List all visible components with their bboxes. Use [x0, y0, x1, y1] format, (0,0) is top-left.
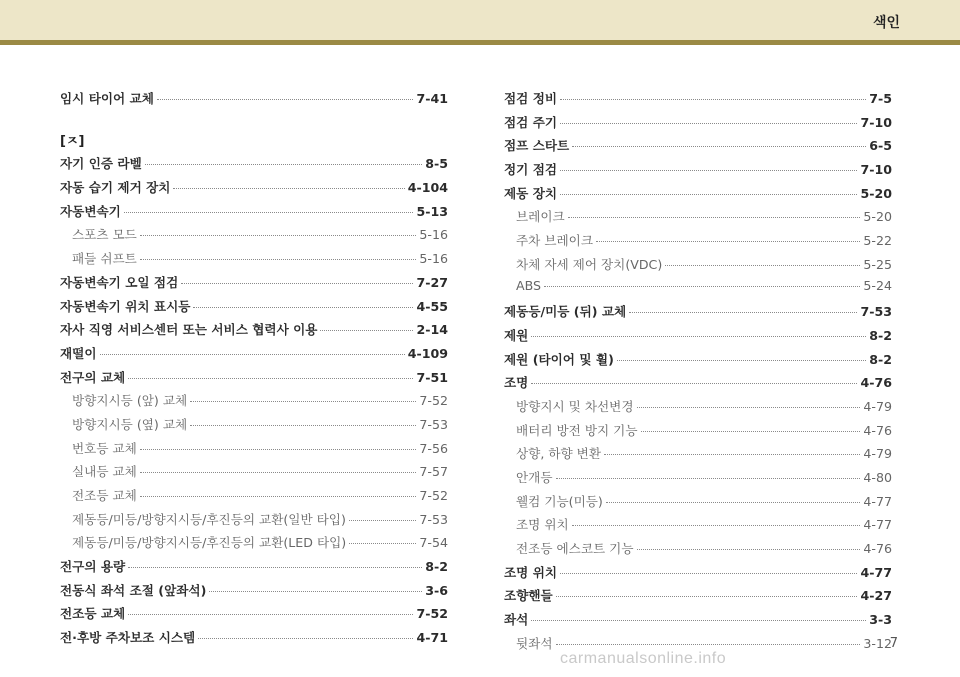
leader-dots	[100, 354, 405, 355]
entry-page: 4-79	[863, 398, 892, 414]
entry-page: 5-22	[863, 233, 892, 249]
leader-dots	[140, 235, 417, 236]
entry-text: 자동 습기 제거 장치	[60, 180, 171, 196]
leader-dots	[193, 307, 413, 308]
leader-dots	[349, 543, 416, 544]
group-heading: [ㅈ]	[60, 133, 85, 149]
page-header-band	[0, 0, 960, 40]
index-subentry	[504, 206, 892, 230]
entry-text: 전조등 교체	[60, 606, 126, 622]
entry-page: 7-52	[419, 393, 448, 409]
entry-page: 4-77	[863, 493, 892, 509]
entry-text: 안개등	[516, 470, 553, 485]
leader-dots	[128, 378, 413, 379]
index-subentry	[60, 390, 448, 414]
index-subentry	[504, 538, 892, 562]
leader-dots	[140, 496, 417, 497]
entry-page: 5-24	[863, 277, 892, 293]
index-entry	[504, 349, 892, 373]
entry-page: 4-79	[863, 446, 892, 462]
leader-dots	[572, 146, 866, 147]
entry-page: 8-2	[869, 351, 892, 367]
index-entry	[60, 556, 448, 580]
index-entry	[60, 201, 448, 225]
index-subentry	[504, 514, 892, 538]
index-subentry	[60, 485, 448, 509]
index-entry	[504, 112, 892, 136]
index-entry	[60, 177, 448, 201]
entry-page: 4-80	[863, 470, 892, 485]
leader-dots	[629, 312, 857, 313]
index-entry	[504, 159, 892, 183]
leader-dots	[604, 454, 860, 455]
index-entry	[60, 627, 448, 651]
entry-text: 제원 (타이어 및 휠)	[504, 351, 614, 367]
index-entry	[60, 88, 448, 112]
index-subentry	[60, 438, 448, 462]
entry-page: 7-57	[419, 464, 448, 480]
entry-text: 웰컴 기능(미등)	[516, 493, 603, 509]
entry-text: 정기 점검	[504, 162, 558, 178]
leader-dots	[560, 170, 857, 171]
index-entry	[60, 272, 448, 296]
entry-page: 2-14	[416, 322, 448, 338]
entry-text: 방향지시등 (앞) 교체	[72, 393, 188, 409]
index-subentry	[60, 248, 448, 272]
index-entry	[504, 88, 892, 112]
index-entry	[60, 580, 448, 604]
leader-dots	[209, 591, 422, 592]
entry-page: 3-12	[863, 635, 892, 651]
entry-text: 점프 스타트	[504, 138, 570, 154]
entry-page: 7-53	[860, 304, 892, 320]
leader-dots	[531, 620, 866, 621]
entry-text: 제동등/미등/방향지시등/후진등의 교환(일반 타입)	[72, 511, 346, 527]
entry-text: 조명	[504, 375, 529, 391]
index-subentry	[504, 420, 892, 444]
leader-dots	[198, 638, 413, 639]
entry-page: 4-77	[863, 517, 892, 533]
index-entry	[504, 609, 892, 633]
index-entry	[504, 585, 892, 609]
entry-page: 8-2	[425, 559, 448, 575]
entry-text: 번호등 교체	[72, 440, 137, 456]
entry-text: ABS	[516, 277, 542, 293]
leader-dots	[349, 520, 417, 521]
leader-dots	[140, 259, 417, 260]
leader-dots	[544, 286, 860, 287]
entry-text: 패들 쉬프트	[72, 251, 137, 267]
leader-dots	[560, 573, 857, 574]
watermark: carmanualsonline.info	[560, 650, 727, 667]
entry-page: 5-13	[416, 203, 448, 219]
index-entry	[504, 372, 892, 396]
leader-dots	[124, 212, 414, 213]
index-entry	[60, 319, 448, 343]
index-subentry	[504, 467, 892, 491]
leader-dots	[596, 241, 860, 242]
index-entry	[504, 325, 892, 349]
leader-dots	[128, 614, 413, 615]
leader-dots	[556, 596, 858, 597]
entry-text: 재떨이	[60, 345, 97, 361]
index-entry	[504, 135, 892, 159]
entry-text: 전동식 좌석 조절 (앞좌석)	[60, 582, 207, 598]
entry-text: 제동등/미등/방향지시등/후진등의 교환(LED 타입)	[72, 535, 347, 551]
entry-page: 4-71	[416, 630, 448, 646]
entry-page: 6-5	[869, 138, 892, 154]
leader-dots	[157, 99, 414, 100]
leader-dots	[560, 99, 866, 100]
leader-dots	[560, 194, 857, 195]
entry-text: 실내등 교체	[72, 464, 137, 480]
entry-page: 4-109	[407, 345, 448, 361]
index-subentry	[60, 532, 448, 556]
entry-page: 7-56	[419, 440, 448, 456]
entry-text: 자기 인증 라벨	[60, 156, 142, 172]
entry-page: 5-16	[419, 251, 448, 267]
entry-page: 7-10	[860, 114, 892, 130]
index-column-right	[504, 88, 892, 657]
entry-page: 7-53	[419, 416, 448, 432]
index-subentry	[504, 396, 892, 420]
entry-text: 좌석	[504, 612, 529, 628]
leader-dots	[320, 330, 413, 331]
entry-page: 5-16	[419, 227, 448, 243]
leader-dots	[572, 525, 861, 526]
entry-page: 4-76	[863, 422, 892, 438]
index-subentry	[60, 414, 448, 438]
index-subentry	[504, 230, 892, 254]
index-entry	[504, 562, 892, 586]
entry-page: 5-25	[863, 256, 892, 272]
entry-text: 조향핸들	[504, 588, 553, 604]
entry-page: 4-76	[860, 375, 892, 391]
leader-dots	[568, 217, 861, 218]
leader-dots	[140, 472, 417, 473]
entry-page: 7-10	[860, 162, 892, 178]
index-entry	[60, 296, 448, 320]
index-subentry	[60, 224, 448, 248]
index-subentry	[504, 254, 892, 278]
page-number: 7	[889, 636, 898, 651]
leader-dots	[190, 425, 416, 426]
leader-dots	[190, 401, 416, 402]
entry-page: 7-41	[416, 91, 448, 106]
index-subentry	[60, 509, 448, 533]
leader-dots	[556, 644, 861, 645]
index-entry	[60, 153, 448, 177]
entry-text: 자사 직영 서비스센터 또는 서비스 협력사 이용	[60, 322, 318, 338]
index-entry	[60, 367, 448, 391]
entry-text: 전구의 교체	[60, 369, 126, 385]
entry-text: 제동 장치	[504, 185, 558, 201]
entry-text: 제동등/미등 (뒤) 교체	[504, 304, 627, 320]
entry-page: 4-76	[863, 541, 892, 557]
entry-text: 조명 위치	[516, 517, 569, 533]
entry-text: 뒷좌석	[516, 635, 553, 651]
leader-dots	[665, 265, 860, 266]
entry-text: 점검 정비	[504, 91, 558, 106]
entry-page: 7-52	[416, 606, 448, 622]
leader-dots	[556, 478, 861, 479]
entry-page: 7-52	[419, 488, 448, 503]
leader-dots	[637, 549, 861, 550]
entry-text: 전조등 에스코트 기능	[516, 541, 634, 557]
entry-page: 4-55	[416, 298, 448, 314]
entry-page: 8-2	[869, 327, 892, 343]
leader-dots	[531, 383, 857, 384]
leader-dots	[560, 123, 857, 124]
index-entries-left	[60, 153, 448, 650]
entry-text: 전·후방 주차보조 시스템	[60, 630, 196, 646]
leader-dots	[128, 567, 422, 568]
index-entry	[60, 603, 448, 627]
leader-dots	[145, 164, 422, 165]
entry-text: 스포츠 모드	[72, 227, 137, 243]
entry-text: 전조등 교체	[72, 488, 137, 503]
entry-page: 8-5	[425, 156, 448, 172]
leader-dots	[181, 283, 413, 284]
entry-text: 차체 자세 제어 장치(VDC)	[516, 256, 663, 272]
leader-dots	[641, 431, 861, 432]
index-entry	[504, 301, 892, 325]
entry-text: 제원	[504, 327, 529, 343]
entry-page: 5-20	[860, 185, 892, 201]
entry-page: 4-27	[860, 588, 892, 604]
leader-dots	[173, 188, 404, 189]
leader-dots	[606, 502, 861, 503]
entry-page: 3-6	[425, 582, 448, 598]
index-entry	[504, 183, 892, 207]
leader-dots	[637, 407, 861, 408]
entry-page: 5-20	[863, 209, 892, 225]
leader-dots	[617, 360, 866, 361]
index-subentry	[504, 491, 892, 515]
entry-page: 3-3	[869, 612, 892, 628]
entry-text: 임시 타이어 교체	[60, 91, 154, 106]
entry-page: 7-51	[416, 369, 448, 385]
index-column-left	[60, 88, 448, 651]
entry-text: 방향지시등 (옆) 교체	[72, 416, 188, 432]
entry-text: 점검 주기	[504, 114, 558, 130]
entry-page: 4-104	[407, 180, 448, 196]
index-entries-right	[504, 88, 892, 657]
entry-text: 방향지시 및 차선변경	[516, 398, 634, 414]
header-rule	[0, 40, 960, 45]
index-subentry	[504, 443, 892, 467]
index-entry	[60, 343, 448, 367]
section-title: 색인	[872, 15, 900, 31]
entry-text: 자동변속기 오일 점검	[60, 274, 179, 290]
entry-text: 브레이크	[516, 209, 565, 225]
entry-page: 7-27	[416, 274, 448, 290]
leader-dots	[140, 449, 417, 450]
entry-text: 전구의 용량	[60, 559, 126, 575]
entry-text: 상향, 하향 변환	[516, 446, 602, 462]
entry-text: 조명 위치	[504, 564, 558, 580]
index-subentry	[504, 278, 892, 302]
entry-page: 4-77	[860, 564, 892, 580]
leader-dots	[531, 336, 866, 337]
entry-text: 배터리 방전 방지 기능	[516, 422, 638, 438]
entry-text: 자동변속기	[60, 203, 121, 219]
entry-page: 7-5	[869, 91, 892, 106]
entry-page: 7-54	[419, 535, 448, 551]
entry-text: 자동변속기 위치 표시등	[60, 298, 191, 314]
index-subentry	[60, 461, 448, 485]
entry-text: 주차 브레이크	[516, 233, 593, 249]
entry-page: 7-53	[419, 511, 448, 527]
